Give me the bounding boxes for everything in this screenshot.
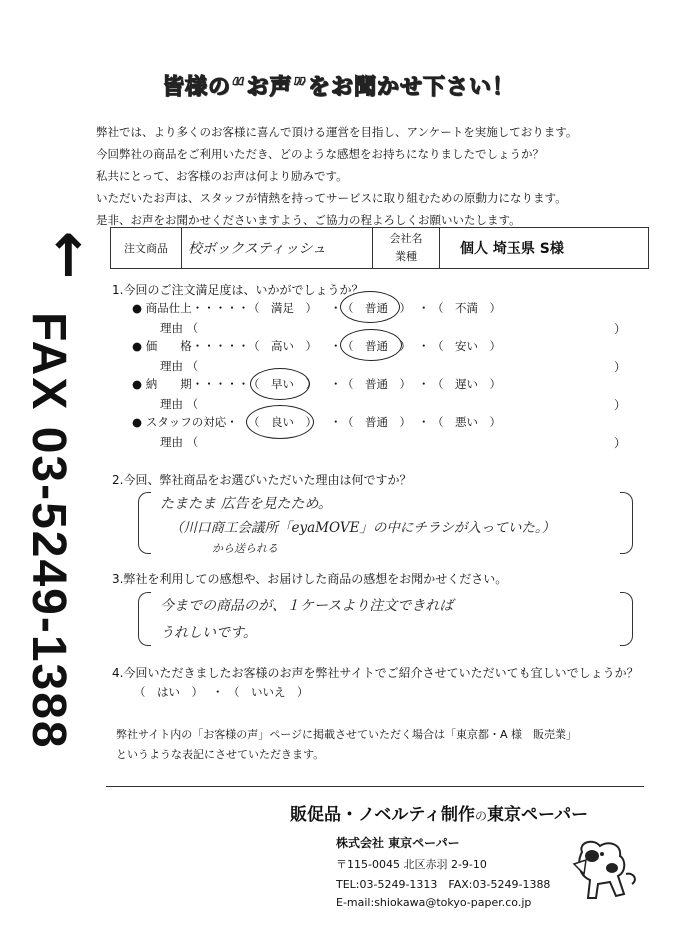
q1-sep: ・ [330,301,342,315]
q3-bracket-left [138,592,151,646]
q3-bracket-right [620,592,633,646]
q1-sep: ・ [418,415,430,429]
note-line-2: というような表記にさせていただきます。 [116,748,325,761]
q1-option: （ 早い ） [248,377,317,391]
dog-mascot-icon [568,834,644,906]
fax-arrow-icon: ↑ [44,222,93,290]
q4-question: 4.今回いただきましたお客様のお声を弊社サイトでご紹介させていただいても宜しいでしょうか？ [112,666,639,680]
selection-circle [246,405,314,439]
q1-option: （ 高い ） [248,339,317,353]
q2-question: 2.今回、弊社商品をお選びいただいた理由は何ですか？ [112,473,412,487]
q1-item-label: ● 納 期・・・・・ [132,377,250,391]
q1-option: （ 普通 ） [342,301,411,315]
q1-option: （ 安い ） [432,339,501,353]
q4-yes-option: （ はい ） [134,685,203,699]
order-table [110,227,649,269]
fax-number: FAX 03-5249-1388 [22,312,75,750]
customer-value: 個人 埼玉県 S様 [440,228,649,269]
q3-answer-line-2: うれしいです。 [160,625,257,641]
intro-line-4: いただいたお声は、スタッフが情熱を持ってサービスに取り組むための原動力になります。 [96,191,567,205]
q1-option: （ 遅い ） [432,377,501,391]
note-line-1: 弊社サイト内の「お客様の声」ページに掲載させていただく場合は「東京都・A 様 販売業」 [116,728,578,741]
q4-no-option: （ いいえ ） [228,685,309,699]
q1-sep: ・ [330,339,342,353]
intro-line-1: 弊社では、より多くのお客様に喜んで頂ける運営を目指し、アンケートを実施しております。 [96,125,578,139]
selection-circle [340,329,402,361]
q1-reason-close: ） [614,360,627,374]
footer-company: 株式会社 東京ペーパー [336,836,460,850]
q1-question: 1.今回のご注文満足度は、いかがでしょうか？ [112,283,364,297]
q4-sep: ・ [212,685,224,699]
q1-reason-label: 理由 （ [160,435,199,449]
product-label: 注文商品 [111,228,182,269]
company-label: 会社名 [389,232,423,245]
q1-sep: ・ [418,301,430,315]
footer-divider [106,786,644,787]
footer-brand [290,800,588,825]
q1-option: （ 普通 ） [342,377,411,391]
industry-label: 業種 [395,250,417,263]
brand-company: 東京ペーパー [486,805,589,825]
q1-reason-close: ） [614,436,627,450]
intro-line-2: 今回弊社の商品をご利用いただき、どのような感想をお持ちになりましたでしょうか？ [96,147,545,161]
intro-line-3: 私共にとって、お客様のお声は何より励みです。 [96,169,348,183]
q1-item-label: ● 価 格・・・・・ [132,339,250,353]
q2-answer-line-2: （川口商工会議所「eyaMOVE」の中にチラシが入っていた。） [170,520,556,536]
q1-reason-close: ） [614,398,627,412]
q1-reason-label: 理由 （ [160,359,199,373]
q1-option: （ 普通 ） [342,339,411,353]
q1-reason-close: ） [614,322,627,336]
q1-option: （ 普通 ） [342,415,411,429]
q2-answer-line-1: たまたま 広告を見たため。 [160,496,332,512]
footer-tel-fax: TEL:03-5249-1313 FAX:03-5249-1388 [336,878,551,891]
q3-question: 3.弊社を利用しての感想や、お届けした商品の感想をお聞かせください。 [112,572,508,586]
q2-bracket-right [620,492,633,554]
q1-sep: ・ [418,339,430,353]
q1-option: （ 満足 ） [248,301,317,315]
q1-sep: ・ [330,377,342,391]
company-industry-label [373,228,440,269]
q1-sep: ・ [418,377,430,391]
q1-item-label: ● 商品仕上・・・・・ [132,301,250,315]
q1-sep: ・ [330,415,342,429]
survey-title: 皆様の“お声”をお聞かせ下さい！ [162,75,515,100]
product-value: 校ボックスティッシュ [182,228,373,269]
selection-circle [250,368,310,400]
q3-answer-line-1: 今までの商品のが、１ケースより注文できれば [160,598,454,614]
brand-no: の [474,809,487,823]
q2-bracket-left [138,492,151,554]
footer-address: 〒115-0045 北区赤羽 2-9-10 [336,858,487,871]
brand-main: 販促品・ノベルティ制作 [290,805,475,825]
q1-option: （ 良い ） [248,415,317,429]
q1-reason-label: 理由 （ [160,397,199,411]
q2-answer-line-3: から送られる [212,542,278,555]
footer-email: E-mail:shiokawa@tokyo-paper.co.jp [336,896,532,909]
intro-line-5: 是非、お声をお聞かせくださいますよう、ご協力の程よろしくお願いいたします。 [96,213,521,227]
selection-circle [340,291,400,323]
q1-option: （ 悪い ） [432,415,501,429]
q1-option: （ 不満 ） [432,301,501,315]
q1-item-label: ● スタッフの対応・ [132,415,238,429]
q1-reason-label: 理由 （ [160,321,199,335]
